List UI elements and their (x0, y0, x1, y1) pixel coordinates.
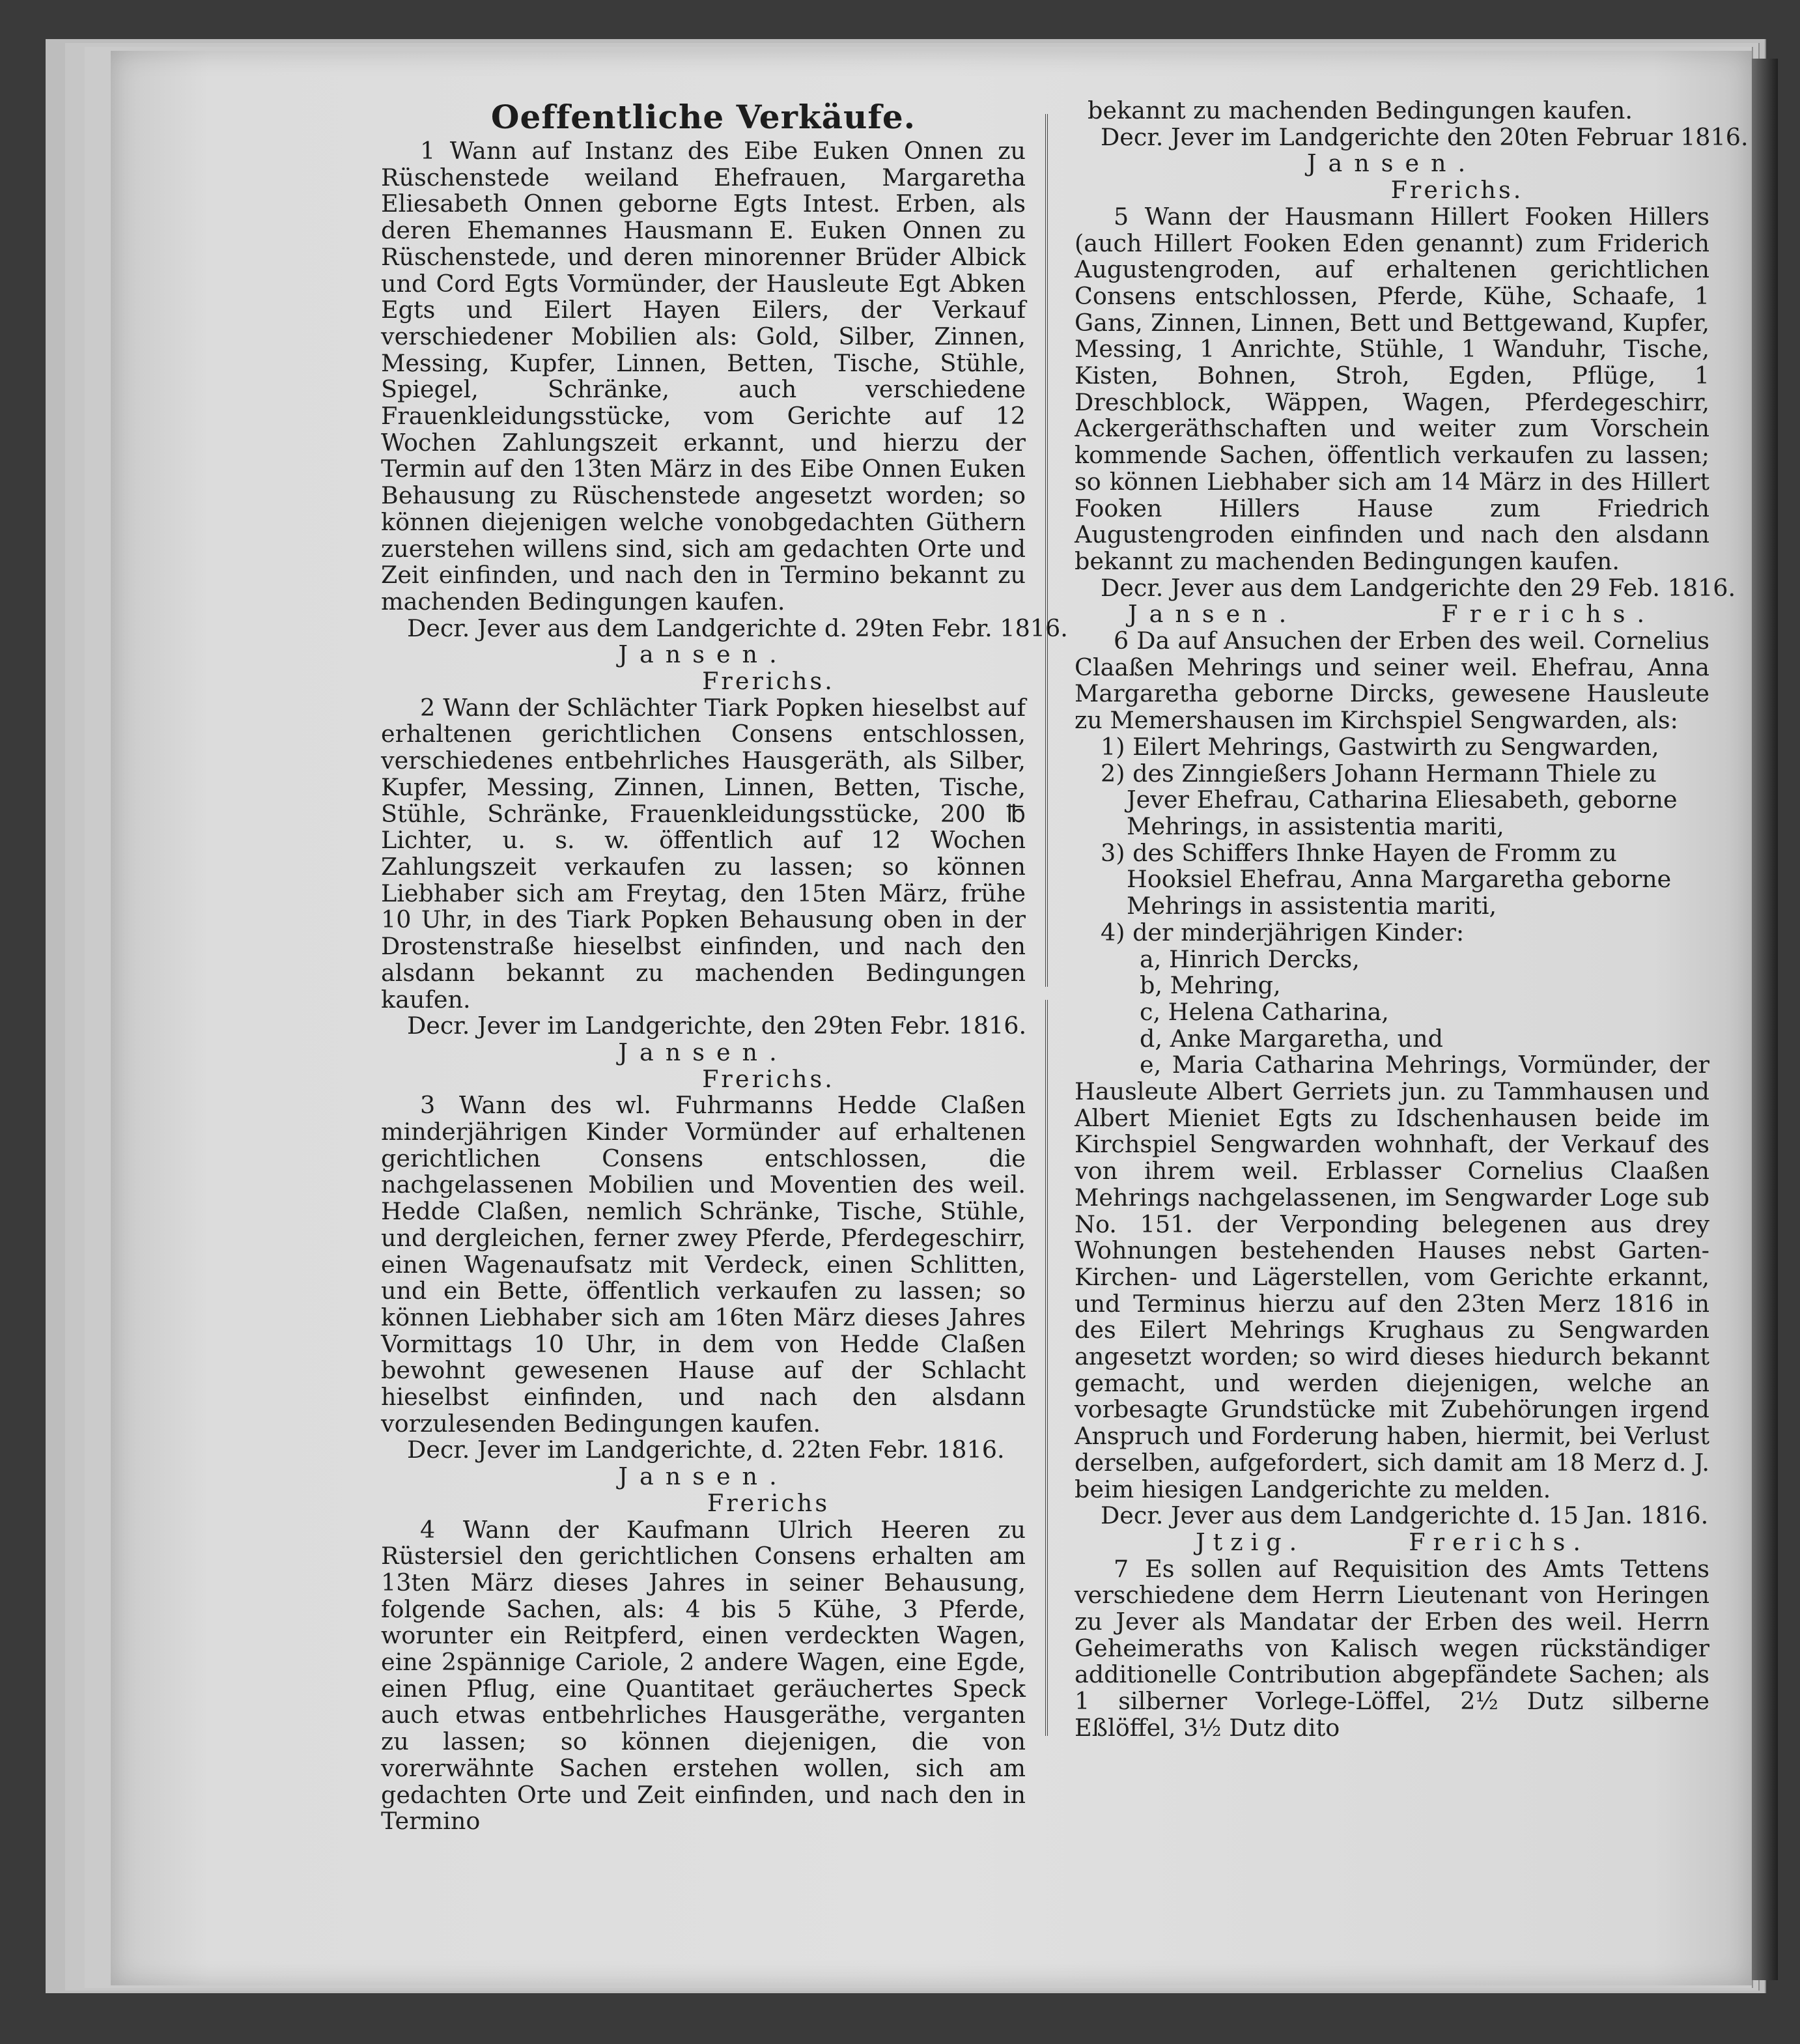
column-divider (1045, 114, 1048, 987)
section-heading: Oeffentliche Verkäufe. (490, 98, 916, 136)
left-column (381, 98, 1068, 1836)
notice-6-intro: 6 Da auf Ansuchen der Erben des weil. Cornelius Claaßen Mehrings und seiner weil. Ehefrau, Anna Margaretha geborne Dircks, gewesene Hausleute zu Memershausen im Kirchspiel Sengwarden, als: (1075, 627, 1709, 735)
decree-line-3: Decr. Jever im Landgerichte, d. 22ten Febr. 1816. (407, 1436, 1005, 1464)
signature-row (1075, 1529, 1709, 1556)
decree-line-6: Decr. Jever aus dem Landgerichte d. 15 Jan. 1816. (1101, 1501, 1709, 1530)
notice-1: 1 Wann auf Instanz des Eibe Euken Onnen zu Rüschenstede weiland Ehefrauen, Margaretha Eliesabeth Onnen geborne Egts Intest. Erben, als deren Ehemannes Hausmann E. Euken Onnen zu Rüschenstede, und deren minorenner Brüder Albick und Cord Egts Vormünder, der Hausleute Egt Abken Egts und Eilert Hayen Eilers, der Verkauf verschiedener Mobilien als: Gold, Silber, Zinnen, Messing, Kupfer, Linnen, Betten, Tische, Stühle, Spiegel, Schränke, auch verschiedene Frauenkleidungsstücke, vom Gerichte auf 12 Wochen Zahlungszeit erkannt, und hierzu der Termin auf den 13ten März in des Eibe Onnen Euken Behausung zu Rüschenstede angesetzt worden; so können diejenigen welche vonobgedachten Güthern zuerstehen willens sind, sich am gedachten Orte und Zeit einfinden, und nach den in Termino bekannt zu machenden Bedingungen kaufen. (381, 137, 1026, 616)
signature-frerichs: Frerichs. (702, 1064, 835, 1093)
signature-frerichs: Frerichs. (1409, 1527, 1588, 1556)
signature-jansen: Jansen. (618, 640, 789, 669)
signature-frerichs: Frerichs (707, 1488, 830, 1517)
signature-frerichs: Frerichs. (1390, 176, 1524, 205)
signature-itzig: Jtzig. (1196, 1527, 1305, 1556)
decree-line-5: Decr. Jever aus dem Landgerichte den 29 Feb. 1816. (1101, 573, 1736, 602)
child-entry: a, Hinrich Dercks, (1140, 944, 1360, 973)
heir-entry: 2) des Zinngießers Johann Hermann Thiele zu Jever Ehefrau, Catharina Eliesabeth, geborne Mehrings, in assistentia mariti, (1101, 759, 1678, 840)
decree-line-1: Decr. Jever aus dem Landgerichte d. 29ten Febr. 1816. (407, 614, 1068, 642)
child-entry: c, Helena Catharina, (1140, 997, 1389, 1026)
decree-line-2: Decr. Jever im Landgerichte, den 29ten Febr. 1816. (407, 1012, 1027, 1040)
child-entry: b, Mehring, (1140, 971, 1281, 1000)
signature-frerichs: Frerichs. (702, 667, 835, 696)
right-column (1075, 96, 1749, 1742)
binding-shadow (1752, 59, 1778, 1980)
signature-jansen: Jansen. (618, 1462, 789, 1491)
notice-4-continued: bekannt zu machenden Bedingungen kaufen. (1088, 96, 1633, 124)
notice-4: 4 Wann der Kaufmann Ulrich Heeren zu Rüstersiel den gerichtlichen Consens erhalten am 13ten März dieses Jahres in seiner Behausung, folgende Sachen, als: 4 bis 5 Kühe, 3 Pferde, worunter ein Reitpferd, einen verdeckten Wagen, eine 2spännige Cariole, 2 andere Wagen, eine Egde, einen Pflug, eine Quantitaet geräuchertes Speck auch etwas entbehrliches Hausgeräthe, verganten zu lassen; so können diejenigen, die von vorerwähnte Sachen erstehen wollen, sich am gedachten Orte und Zeit einfinden, und nach den in Termino (381, 1515, 1026, 1836)
signature-jansen: Jansen. (618, 1038, 789, 1066)
notice-7: 7 Es sollen auf Requisition des Amts Tettens verschiedene dem Herrn Lieutenant von Heringen zu Jever als Mandatar der Erben des weil. Herrn Geheimeraths von Kalisch wegen rückständiger additionelle Contribution abgepfändete Sachen; als 1 silberner Vorlege-Löffel, 2½ Dutz silberne Eßlöffel, 3½ Dutz dito (1075, 1554, 1709, 1742)
notice-5: 5 Wann der Hausmann Hillert Fooken Hillers (auch Hillert Fooken Eden genannt) zum Friderich Augustengroden, auf erhaltenen gerichtlichen Consens entschlossen, Pferde, Kühe, Schaafe, 1 Gans, Zinnen, Linnen, Bett und Bettgewand, Kupfer, Messing, 1 Anrichte, Stühle, 1 Wanduhr, Tische, Kisten, Bohnen, Stroh, Egden, Pflüge, 1 Dreschblock, Wäppen, Wagen, Pferdegeschirr, Ackergeräthschaften und weiter zum Vorschein kommende Sachen, öffentlich verkaufen zu lassen; so können Liebhaber sich am 14 März in des Hillert Fooken Hillers Hause zum Friedrich Augustengroden einfinden und nach den alsdann bekannt zu machenden Bedingungen kaufen. (1075, 202, 1709, 575)
notice-3: 3 Wann des wl. Fuhrmanns Hedde Claßen minderjährigen Kinder Vormünder auf erhaltenen gerichtlichen Consens entschlossen, die nachgelassenen Mobilien und Moventien des weil. Hedde Claßen, nemlich Schränke, Tische, Stühle, und dergleichen, ferner zwey Pferde, Pferdegeschirr, einen Wagenaufsatz mit Verdeck, einen Schlitten, und ein Bette, öffentlich verkaufen zu lassen; so können Liebhaber sich am 16ten März dieses Jahres Vormittags 10 Uhr, in dem von Hedde Claßen bewohnt gewesenen Hause auf der Schlacht hieselbst einfinden, und nach den alsdann vorzulesenden Bedingungen kaufen. (381, 1091, 1026, 1438)
notice-2: 2 Wann der Schlächter Tiark Popken hieselbst auf erhaltenen gerichtlichen Consens entschlossen, verschiedenes entbehrliches Hausgeräth, als Silber, Kupfer, Messing, Zinnen, Linnen, Betten, Tische, Stühle, Schränke, Frauenkleidungsstücke, 200 ℔ Lichter, u. s. w. öffentlich auf 12 Wochen Zahlungszeit verkaufen zu lassen; so können Liebhaber sich am Freytag, den 15ten März, frühe 10 Uhr, in des Tiark Popken Behausung oben in der Drostenstraße hieselbst einfinden, und nach den alsdann bekannt zu machenden Bedingungen kaufen. (381, 693, 1026, 1014)
column-divider (1045, 1000, 1048, 1736)
signature-row (1075, 601, 1709, 628)
heir-entry: 1) Eilert Mehrings, Gastwirth zu Sengwarden, (1101, 732, 1659, 761)
signature-jansen: Jansen. (1306, 149, 1478, 178)
child-entry: d, Anke Margaretha, und (1140, 1024, 1444, 1053)
heir-entry: 3) des Schiffers Ihnke Hayen de Fromm zu Hooksiel Ehefrau, Anna Margaretha geborne Mehrings in assistentia mariti, (1101, 838, 1672, 920)
decree-line-4: Decr. Jever im Landgerichte den 20ten Februar 1816. (1101, 122, 1749, 151)
signature-jansen: Jansen. (1127, 600, 1299, 629)
heir-entry: 4) der minderjährigen Kinder: (1101, 918, 1465, 946)
signature-frerichs: Frerichs. (1441, 600, 1657, 629)
child-entry: e, Maria Catharina Mehrings, Vormünder, der Hausleute Albert Gerriets jun. zu Tammhausen und Albert Mieniet Egts zu Idschenhausen beide im Kirchspiel Sengwarden wohnhaft, der Verkauf des von ihrem weil. Erblasser Cornelius Claaßen Mehrings nachgelassenen, im Sengwarder Loge sub No. 151. der Verponding belegenen aus drey Wohnungen bestehenden Hauses nebst Garten- Kirchen- und Lägerstellen, vom Gerichte erkannt, und Terminus hierzu auf den 23ten Merz 1816 in des Eilert Mehrings Krughaus zu Sengwarden angesetzt worden; so wird dieses hiedurch bekannt gemacht, und werden diejenigen, welche an vorbesagte Grundstücke mit Zubehörungen irgend Anspruch und Forderung haben, hiermit, bei Verlust derselben, aufgefordert, sich damit am 18 Merz d. J. beim hiesigen Landgerichte zu melden. (1075, 1051, 1709, 1503)
